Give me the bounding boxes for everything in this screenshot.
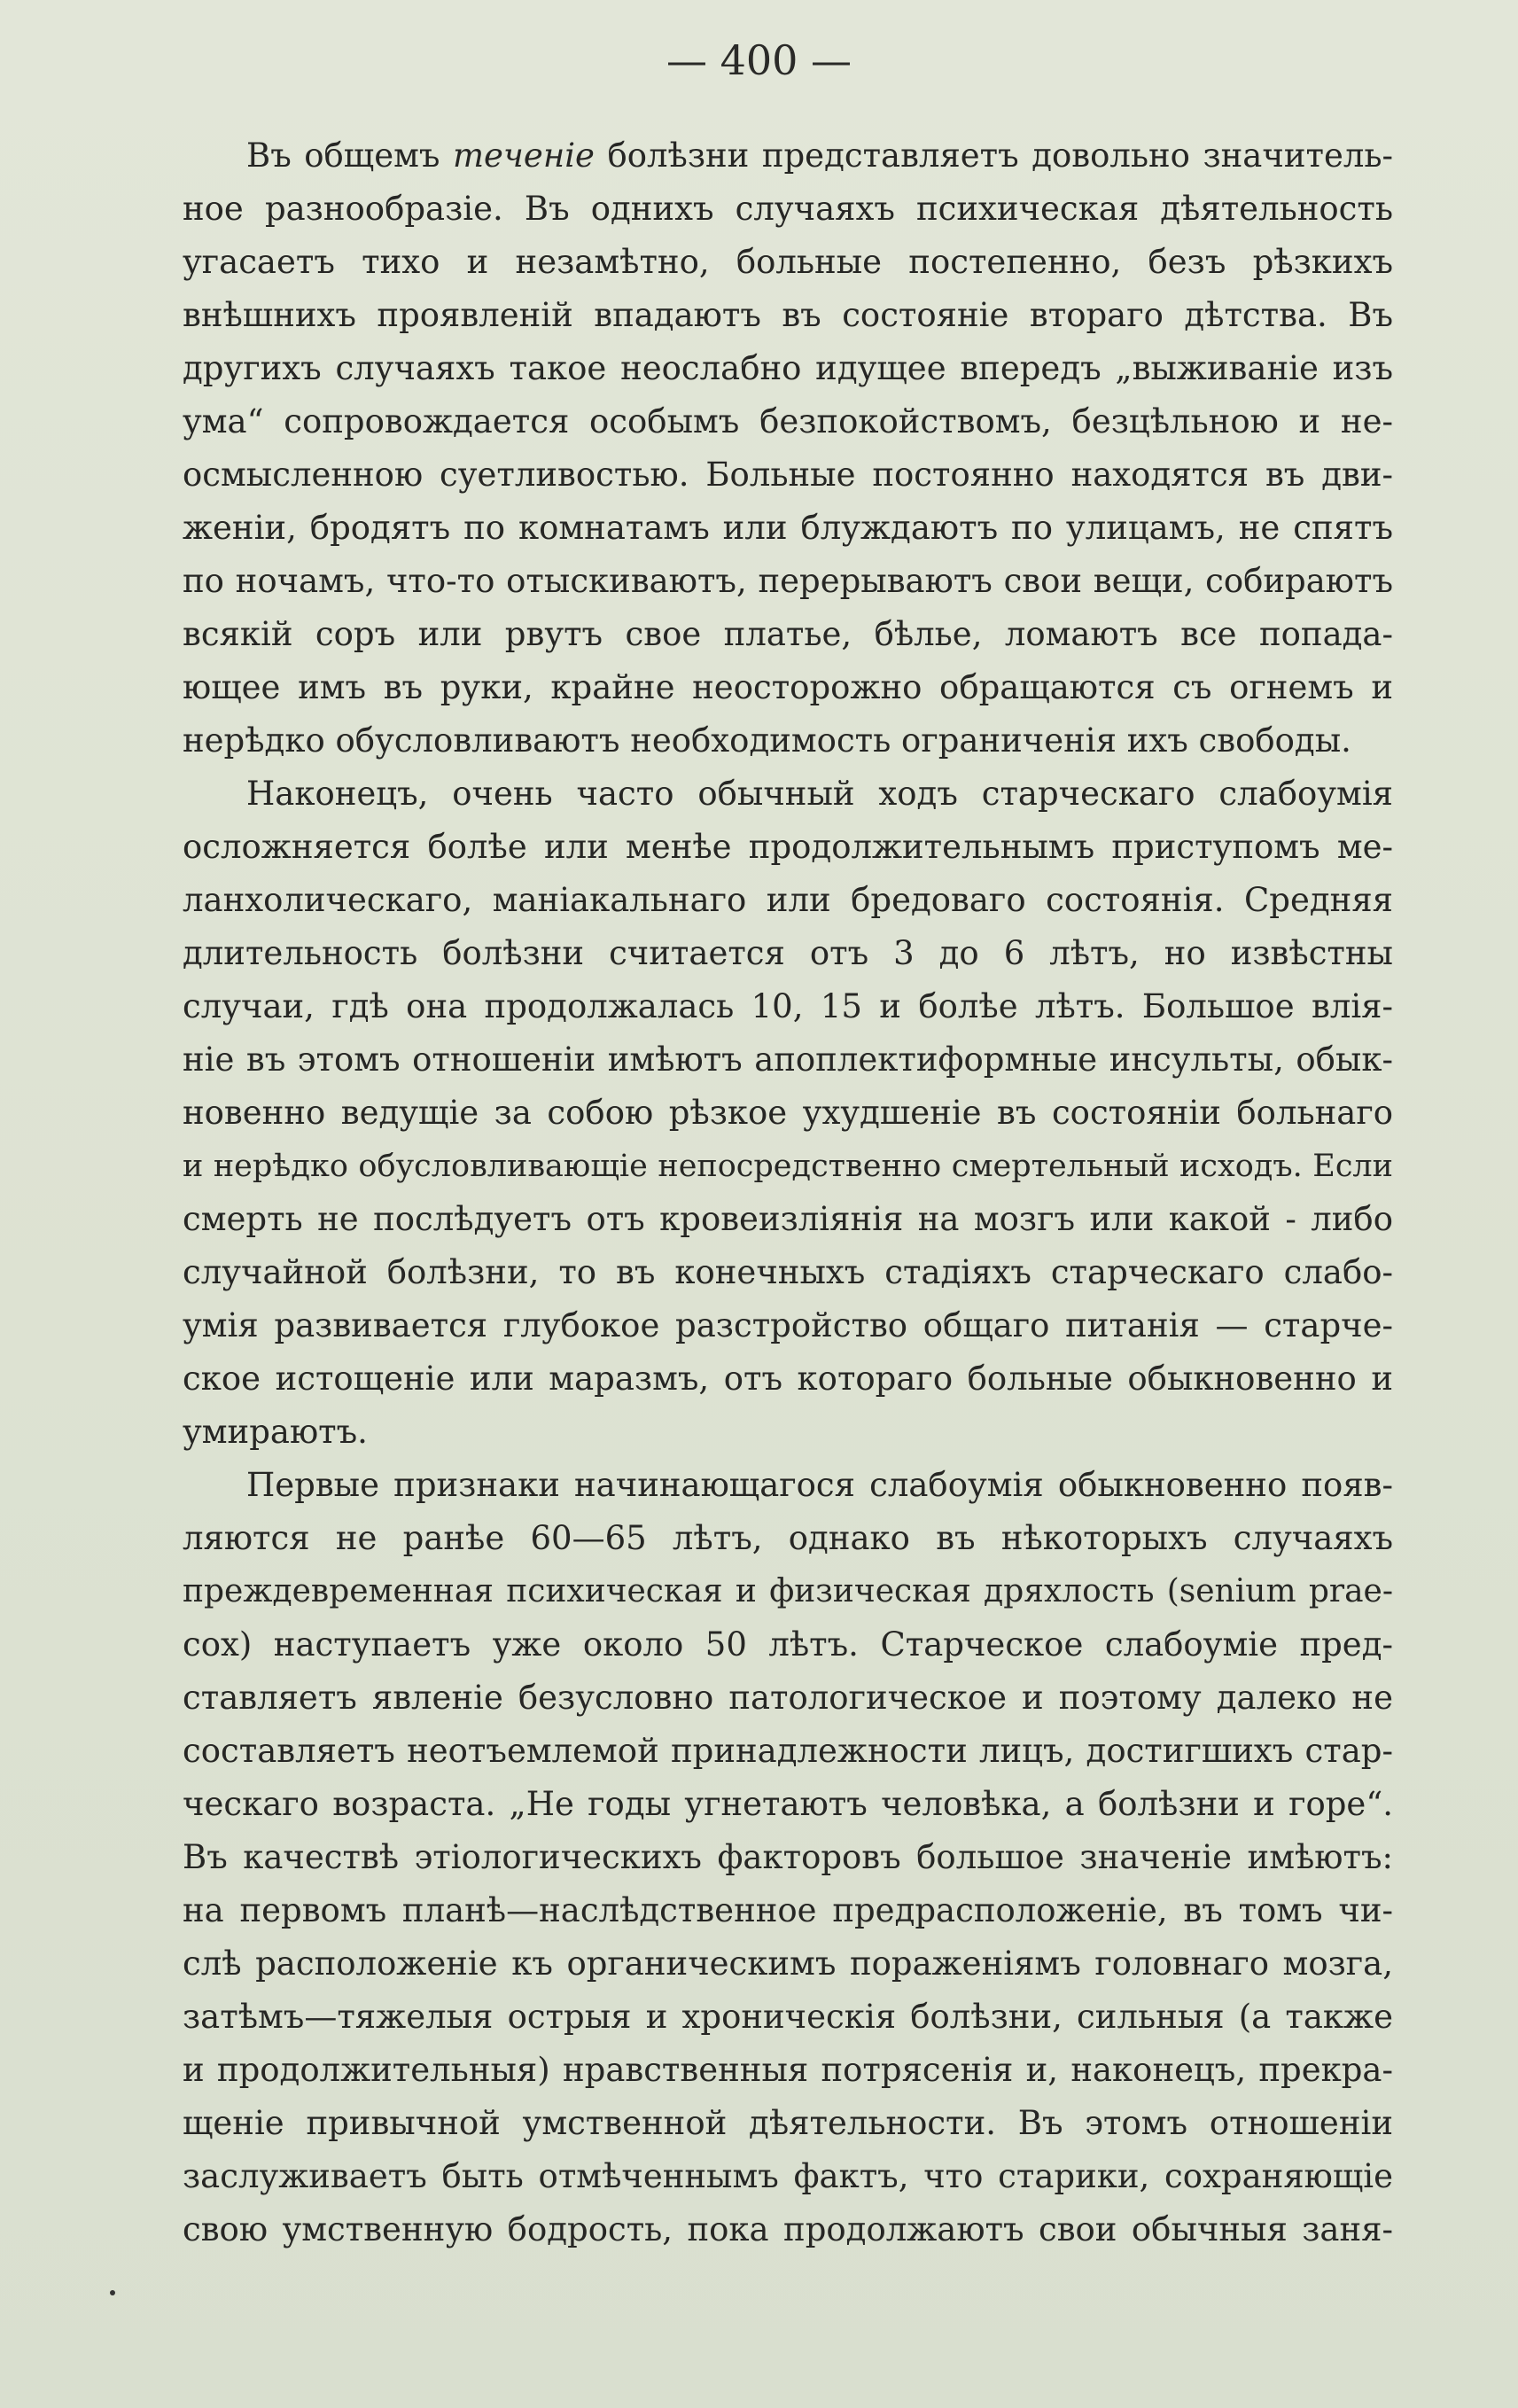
text-line: и продолжительныя) нравственныя потрясенія и, наконецъ, прекра- [183,2051,1393,2089]
text-line: составляетъ неотъемлемой принадлежности лицъ, достигшихъ стар- [183,1732,1393,1770]
text-line: ніе въ этомъ отношеніи имѣютъ апоплектиформные инсульты, обык- [183,1040,1393,1079]
text-line: смерть не послѣдуетъ отъ кровеизліянія на мозгъ или какой - либо [183,1200,1393,1238]
italic-term: теченіе [452,136,595,175]
page-number: — 400 — [666,36,852,84]
text-line: другихъ случаяхъ такое неослабно идущее впередъ „выживаніе изъ [183,349,1393,387]
text-line: Въ качествѣ этіологическихъ факторовъ большое значеніе имѣютъ: [183,1838,1393,1876]
text-line: умія развивается глубокое разстройство общаго питанія — старче- [183,1306,1393,1344]
text-line: случайной болѣзни, то въ конечныхъ стадіяхъ старческаго слабо- [183,1253,1393,1291]
text-line: длительность болѣзни считается отъ 3 до 6 лѣтъ, но извѣстны [183,934,1393,972]
text-line: ющее имъ въ руки, крайне неосторожно обращаются съ огнемъ и [183,668,1393,706]
text-line: слѣ расположеніе къ органическимъ пораженіямъ головнаго мозга, [183,1944,1393,1983]
text-line: заслуживаетъ быть отмѣченнымъ фактъ, что старики, сохраняющіе [183,2157,1393,2195]
text-line: Въ общемъ теченіе болѣзни представляетъ довольно значитель- [246,136,1394,175]
text-line: Наконецъ, очень часто обычный ходъ старческаго слабоумія [246,775,1393,813]
text-line: внѣшнихъ проявленій впадаютъ въ состояніе втораго дѣтства. Въ [183,296,1393,334]
text-line: свою умственную бодрость, пока продолжаютъ свои обычныя заня- [183,2210,1393,2248]
paper-speck [110,2290,115,2295]
text-line: ума“ сопровождается особымъ безпокойствомъ, безцѣльною и не- [183,402,1393,440]
text-line: умираютъ. [183,1413,368,1451]
body-text [183,129,1393,2256]
text-line: новенно ведущіе за собою рѣзкое ухудшеніе въ состояніи больнаго [183,1094,1393,1132]
text-line: щеніе привычной умственной дѣятельности. Въ этомъ отношеніи [183,2104,1393,2142]
paragraph-complications [183,768,1393,1459]
text-line: нерѣдко обусловливаютъ необходимость ограниченія ихъ свободы. [183,721,1351,760]
text-line: угасаетъ тихо и незамѣтно, больные постепенно, безъ рѣзкихъ [183,243,1393,281]
text-line: осложняется болѣе или менѣе продолжительнымъ приступомъ ме- [183,828,1393,866]
text-line: случаи, гдѣ она продолжалась 10, 15 и болѣе лѣтъ. Большое влія- [183,987,1393,1025]
text-line: женіи, бродятъ по комнатамъ или блуждаютъ по улицамъ, не спятъ [183,509,1393,547]
text-line: по ночамъ, что-то отыскиваютъ, перерываютъ свои вещи, собираютъ [183,562,1393,600]
paragraph-first-signs [183,1459,1393,2256]
text-line: и нерѣдко обусловливающіе непосредственно смертельный исходъ. Если [183,1149,1393,1184]
text-line: ланхолическаго, маніакальнаго или бредоваго состоянія. Средняя [183,881,1393,919]
text-line: ляются не ранѣе 60—65 лѣтъ, однако въ нѣкоторыхъ случаяхъ [183,1519,1393,1557]
text-line: ческаго возраста. „Не годы угнетаютъ человѣка, а болѣзни и горе“. [183,1785,1393,1823]
text-line: cox) наступаетъ уже около 50 лѣтъ. Старческое слабоуміе пред- [183,1625,1393,1664]
text-line: ное разнообразіе. Въ однихъ случаяхъ психическая дѣятельность [183,190,1393,228]
text-line: ставляетъ явленіе безусловно патологическое и поэтому далеко не [183,1679,1393,1717]
text-line: Первые признаки начинающагося слабоумія обыкновенно появ- [246,1466,1393,1504]
text-line: ское истощеніе или маразмъ, отъ котораго больные обыкновенно и [183,1360,1393,1398]
text-line: преждевременная психическая и физическая дряхлость (senium prae- [183,1573,1393,1609]
text-line: осмысленною суетливостью. Больные постоянно находятся въ дви- [183,456,1393,494]
text-line: затѣмъ—тяжелыя острыя и хроническія болѣзни, сильныя (а также [183,1998,1393,2036]
paragraph-course-of-disease [183,129,1393,768]
text-line: всякій соръ или рвутъ свое платье, бѣлье, ломаютъ все попада- [183,615,1393,653]
text-line: на первомъ планѣ—наслѣдственное предрасположеніе, въ томъ чи- [183,1891,1393,1929]
